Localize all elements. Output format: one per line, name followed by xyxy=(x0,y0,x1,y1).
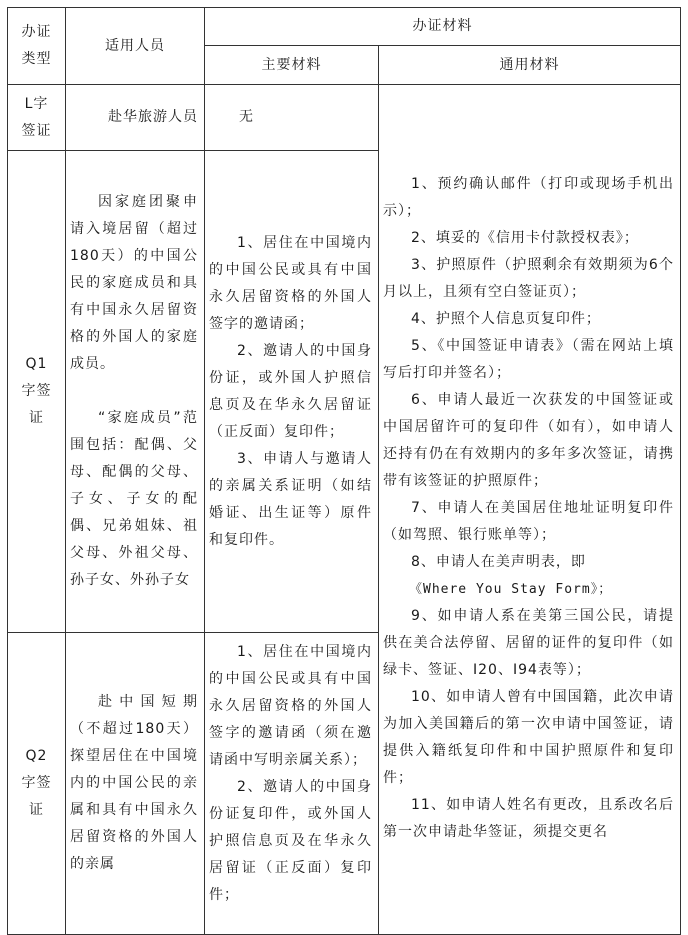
applicants-cell xyxy=(66,633,205,935)
common-item: 2、填妥的《信用卡付款授权表》； xyxy=(411,230,639,246)
table-row xyxy=(8,85,681,151)
visa-type-q1: Q1字签证 xyxy=(21,356,52,426)
main-materials-item: 1、居住在中国境内的中国公民或具有中国永久居留资格的外国人签字的邀请函（须在邀请函中写明亲属关系）； xyxy=(209,644,372,768)
visa-requirements-table xyxy=(7,7,681,935)
applicants-text: 赴中国短期（不超过180天）探望居住在中国境内的中国公民的亲属和具有中国永久居留资格的外国人的亲属 xyxy=(70,694,198,872)
common-item: 1、预约确认邮件（打印或现场手机出示）； xyxy=(383,176,674,219)
visa-type-cell xyxy=(8,633,66,935)
header-common-label: 通用材料 xyxy=(499,56,560,73)
header-applicants-label: 适用人员 xyxy=(105,37,165,54)
main-materials-item: 2、邀请人的中国身份证复印件，或外国人护照信息页及在华永久居留证（正反面）复印件； xyxy=(209,779,372,903)
applicants-cell xyxy=(66,151,205,633)
header-common-materials xyxy=(379,46,681,85)
main-materials-cell xyxy=(205,85,379,151)
header-materials-label: 办证材料 xyxy=(412,18,473,34)
common-item: 3、护照原件（护照剩余有效期须为6个月以上，且须有空白签证页）； xyxy=(383,257,674,300)
common-item: 11、如申请人姓名有更改，且系改名后第一次申请赴华签证，须提交更名 xyxy=(383,797,674,840)
header-main-materials xyxy=(205,46,379,85)
main-materials-item: 1、居住在中国境内的中国公民或具有中国永久居留资格的外国人签字的邀请函； xyxy=(209,234,372,332)
common-item: 6、申请人最近一次获发的中国签证或中国居留许可的复印件（如有），如申请人还持有仍在有效期内的多年多次签证，请携带有该签证的护照原件； xyxy=(383,392,674,489)
common-item: 7、申请人在美国居住地址证明复印件（如驾照、银行账单等）； xyxy=(383,500,674,543)
applicants-text: “家庭成员”范围包括：配偶、父母、配偶的父母、子女、子女的配偶、兄弟姐妹、祖父母、外祖父母、孙子女、外孙子女 xyxy=(70,410,198,588)
common-item: 9、如申请人系在美第三国公民，请提供在美合法停留、居留的证件的复印件（如绿卡、签证、I20、I94表等）； xyxy=(383,608,674,678)
header-type-label: 办证类型 xyxy=(21,24,52,67)
main-materials-item: 3、申请人与邀请人的亲属关系证明（如结婚证、出生证等）原件和复印件。 xyxy=(209,450,372,548)
common-item: 5、《中国签证申请表》（需在网站上填写后打印并签名）； xyxy=(383,338,674,381)
visa-type-cell xyxy=(8,151,66,633)
header-type xyxy=(8,8,66,85)
common-item: 4、护照个人信息页复印件； xyxy=(411,311,601,327)
common-materials-cell xyxy=(379,85,681,935)
applicants-text: 赴华旅游人员 xyxy=(108,109,198,125)
main-materials-text: 无 xyxy=(239,109,254,125)
common-item: 10、如申请人曾有中国国籍，此次申请为加入美国籍后的第一次申请中国签证，请提供入籍纸复印件和中国护照原件和复印件； xyxy=(383,689,674,786)
main-materials-cell xyxy=(205,633,379,935)
header-materials xyxy=(205,8,681,46)
common-item: 8、申请人在美声明表，即 xyxy=(411,554,586,570)
header-applicants xyxy=(66,8,205,85)
applicants-cell xyxy=(66,85,205,151)
header-main-label: 主要材料 xyxy=(261,56,322,73)
visa-type-l: L字签证 xyxy=(21,95,52,139)
visa-type-q2: Q2字签证 xyxy=(21,748,52,818)
common-item: 《Where You Stay Form》； xyxy=(409,582,613,597)
main-materials-item: 2、邀请人的中国身份证，或外国人护照信息页及在华永久居留证（正反面）复印件； xyxy=(209,342,372,440)
applicants-text: 因家庭团聚申请入境居留（超过180天）的中国公民的家庭成员和具有中国永久居留资格的外国人的家庭成员。 xyxy=(70,194,198,372)
visa-type-cell xyxy=(8,85,66,151)
main-materials-cell xyxy=(205,151,379,633)
